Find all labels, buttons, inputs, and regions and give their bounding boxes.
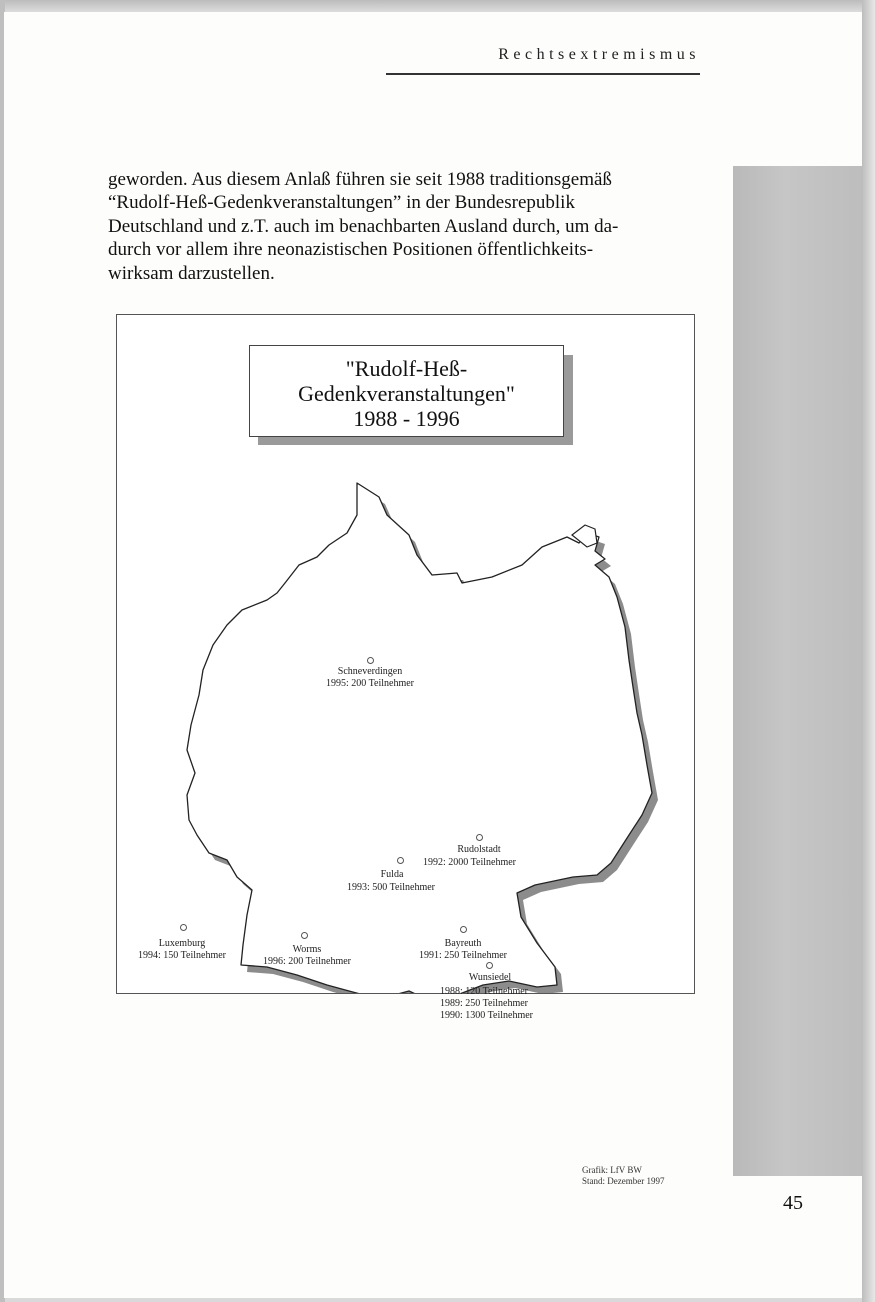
- location-name: Wunsiedel: [468, 972, 512, 983]
- paragraph-line: wirksam darzustellen.: [108, 262, 275, 284]
- location-event: 1996: 200 Teilnehmer: [263, 956, 351, 967]
- location-event: 1994: 150 Teilnehmer: [138, 950, 226, 961]
- location-name: Rudolstadt: [457, 844, 501, 855]
- map-figure: [116, 314, 695, 994]
- credit-line: Grafik: LfV BW: [582, 1165, 642, 1175]
- figure-title-line: 1988 - 1996: [353, 406, 460, 431]
- location-event: 1990: 1300 Teilnehmer: [440, 1010, 533, 1021]
- header-rule: [386, 73, 700, 75]
- page-number: 45: [783, 1192, 803, 1214]
- location-marker: [397, 857, 404, 864]
- paragraph-line: durch vor allem ihre neonazistischen Positionen öffentlichkeits-: [108, 239, 594, 261]
- figure-credits: [582, 1165, 664, 1187]
- location-marker: [486, 962, 493, 969]
- germany-outline: [187, 483, 652, 993]
- running-header: Rechtsextremismus: [498, 46, 700, 63]
- location-name: Luxemburg: [158, 938, 206, 949]
- body-paragraph: [108, 168, 708, 285]
- page-right-edge: [862, 0, 875, 1302]
- figure-title-line: "Rudolf-Heß-: [345, 356, 468, 381]
- location-name: Fulda: [380, 869, 404, 880]
- paragraph-line: “Rudolf-Heß-Gedenkveranstaltungen” in der Bundesrepublik: [108, 192, 575, 214]
- gray-thumb-tab: [733, 166, 863, 1176]
- location-name: Bayreuth: [444, 938, 482, 949]
- paragraph-line: Deutschland und z.T. auch im benachbarten Ausland durch, um da-: [108, 215, 619, 237]
- location-marker: [180, 924, 187, 931]
- location-marker: [367, 657, 374, 664]
- location-event: 1988: 120 Teilnehmer: [440, 986, 528, 997]
- location-event: 1995: 200 Teilnehmer: [326, 678, 414, 689]
- location-marker: [476, 834, 483, 841]
- credit-line: Stand: Dezember 1997: [582, 1176, 665, 1186]
- location-event: 1991: 250 Teilnehmer: [419, 950, 507, 961]
- location-event: 1989: 250 Teilnehmer: [440, 998, 528, 1009]
- paragraph-line: geworden. Aus diesem Anlaß führen sie seit 1988 traditionsgemäß: [108, 169, 612, 190]
- location-name: Schneverdingen: [337, 666, 403, 677]
- location-event: 1992: 2000 Teilnehmer: [423, 857, 516, 868]
- location-name: Worms: [292, 944, 322, 955]
- location-marker: [460, 926, 467, 933]
- location-event: 1993: 500 Teilnehmer: [347, 882, 435, 893]
- figure-title-line: Gedenkveranstaltungen": [298, 381, 515, 406]
- location-marker: [301, 932, 308, 939]
